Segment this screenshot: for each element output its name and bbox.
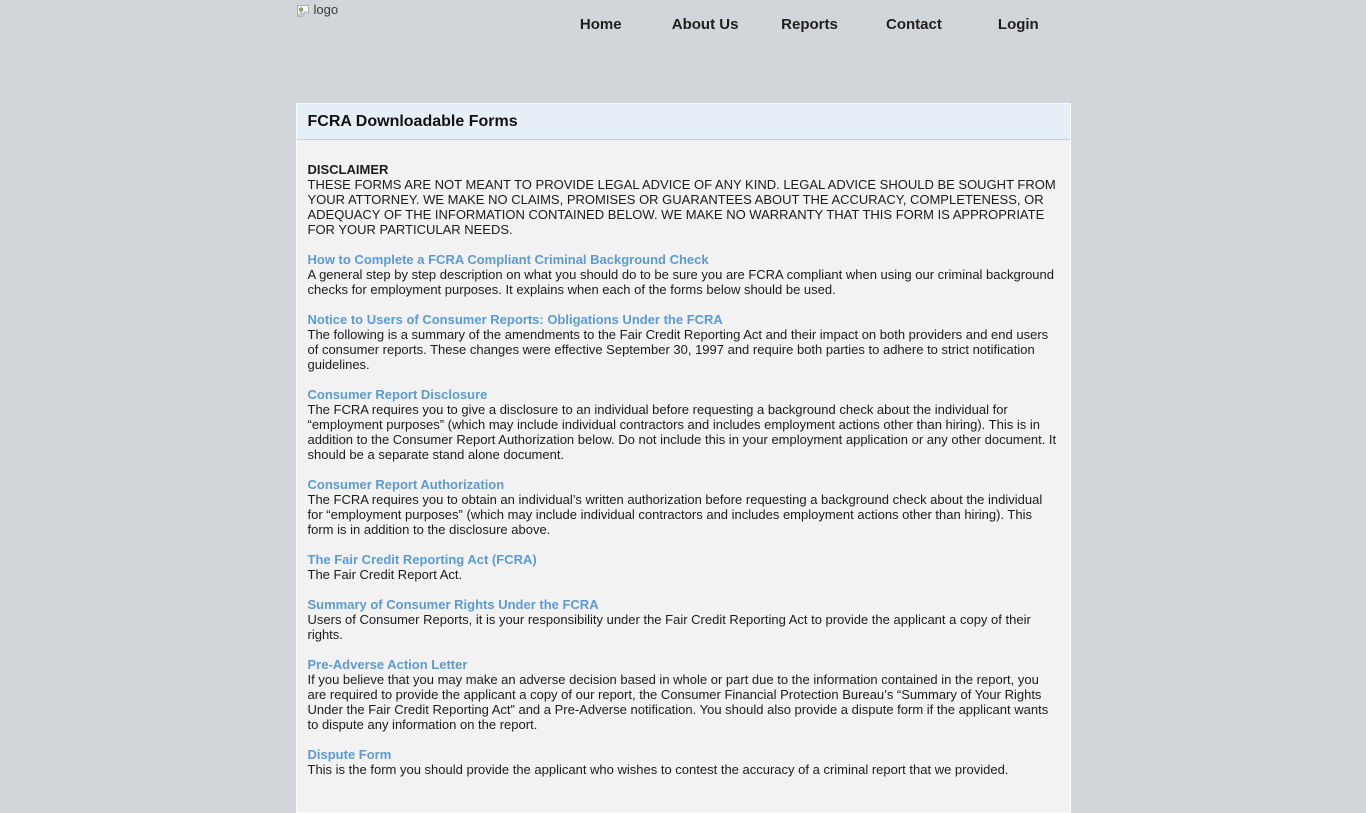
logo[interactable] <box>296 2 339 19</box>
form-section <box>308 252 1059 297</box>
form-link[interactable]: Consumer Report Authorization <box>307 477 505 492</box>
logo-alt-text: logo <box>313 2 339 17</box>
form-link[interactable]: How to Complete a FCRA Compliant Criminal Background Check <box>307 252 709 267</box>
nav-item-about-us[interactable]: About Us <box>671 16 739 33</box>
form-link[interactable]: Notice to Users of Consumer Reports: Obligations Under the FCRA <box>307 312 723 327</box>
form-section <box>308 552 1059 582</box>
form-link[interactable]: The Fair Credit Reporting Act (FCRA) <box>307 552 537 567</box>
page-container <box>296 0 1071 813</box>
form-link[interactable]: Pre-Adverse Action Letter <box>307 657 468 672</box>
form-description: The following is a summary of the amendments to the Fair Credit Reporting Act and their impact on both providers and end users of consumer reports. These changes were effective September 30, 1997 and require both parties to adhere to strict notification guidelines. <box>307 327 1049 372</box>
form-section <box>308 312 1059 372</box>
nav-item-contact[interactable]: Contact <box>886 16 942 33</box>
form-description: This is the form you should provide the applicant who wishes to contest the accuracy of a criminal report that we provided. <box>307 762 1009 777</box>
content-panel <box>296 103 1071 813</box>
nav-item-home[interactable]: Home <box>579 16 622 33</box>
disclaimer-text: THESE FORMS ARE NOT MEANT TO PROVIDE LEGAL ADVICE OF ANY KIND. LEGAL ADVICE SHOULD BE SOUGHT FROM YOUR ATTORNEY. WE MAKE NO CLAIMS, PROMISES OR GUARANTEES ABOUT THE ACCURACY, COMPLETENESS, OR ADEQUACY OF THE INFORMATION CONTAINED BELOW. WE MAKE NO WARRANTY THAT THIS FORM IS APPROPRIATE FOR YOUR PARTICULAR NEEDS. <box>307 177 1056 237</box>
form-link[interactable]: Summary of Consumer Rights Under the FCRA <box>307 597 599 612</box>
top-bar <box>296 0 1071 103</box>
form-description: The Fair Credit Report Act. <box>307 567 463 582</box>
form-section <box>308 477 1059 537</box>
forms-list <box>308 252 1059 777</box>
form-description: The FCRA requires you to give a disclosure to an individual before requesting a background check about the individual for “employment purposes” (which may include individual contractors and includes employment actions other than hiring). This is in addition to the Consumer Report Authorization below. Do not include this in your employment application or any other document. It should be a separate stand alone document. <box>307 402 1057 462</box>
form-section <box>308 747 1059 777</box>
disclaimer-heading: DISCLAIMER <box>307 162 389 177</box>
disclaimer-section <box>308 162 1059 237</box>
nav-item-reports[interactable]: Reports <box>781 16 838 33</box>
broken-image-icon <box>296 2 312 19</box>
form-section <box>308 597 1059 642</box>
form-description: A general step by step description on what you should do to be sure you are FCRA compliant when using our criminal background checks for employment purposes. It explains when each of the forms below should be used. <box>307 267 1054 297</box>
form-section <box>308 387 1059 462</box>
form-description: If you believe that you may make an adverse decision based in whole or part due to the information contained in the report, you are required to provide the applicant a copy of our report, the Consumer Financial Protection Bureau’s “Summary of Your Rights Under the Fair Credit Reporting Act” and a Pre-Adverse notification. You should also provide a dispute form if the applicant wants to dispute any information on the report. <box>307 672 1049 732</box>
nav-item-login[interactable]: Login <box>997 16 1039 33</box>
panel-body <box>297 140 1070 812</box>
page-title: FCRA Downloadable Forms <box>297 104 1070 140</box>
form-description: The FCRA requires you to obtain an individual’s written authorization before requesting a background check about the individual for “employment purposes” (which may include individual contractors and includes employment actions other than hiring). This form is in addition to the disclosure above. <box>307 492 1043 537</box>
form-link[interactable]: Consumer Report Disclosure <box>307 387 488 402</box>
form-link[interactable]: Dispute Form <box>307 747 392 762</box>
form-section <box>308 657 1059 732</box>
main-nav <box>549 12 1071 37</box>
form-description: Users of Consumer Reports, it is your responsibility under the Fair Credit Reporting Act to provide the applicant a copy of their rights. <box>307 612 1031 642</box>
